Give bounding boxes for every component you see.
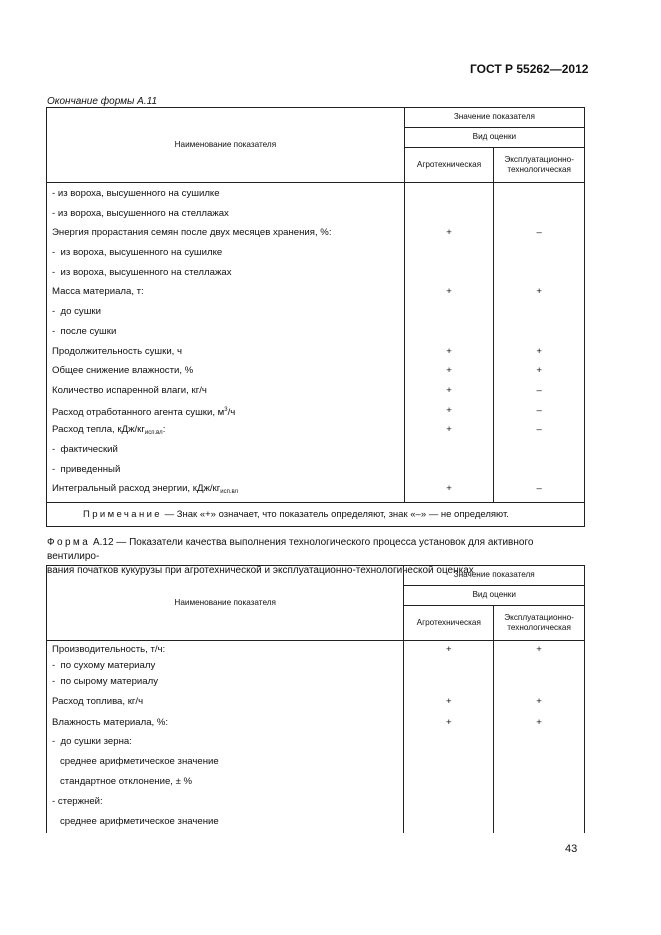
row-name	[52, 658, 403, 673]
col-header-value: Значение показателя	[404, 108, 584, 128]
row-name-text: - стержней:	[52, 796, 103, 807]
row-agro-mark: +	[446, 404, 452, 416]
row-expl-mark	[494, 673, 584, 690]
form-a12-table	[46, 565, 585, 833]
row-name-text: Расход топлива, кг/ч	[52, 696, 144, 707]
row-agro-mark: +	[446, 424, 452, 436]
row-expl-mark	[494, 322, 584, 342]
row-agro-mark: +	[445, 696, 452, 707]
row-name-text: Интегральный расход энергии, кДж/кг	[52, 483, 221, 495]
agro-column	[404, 641, 494, 833]
col-header-agro: Агротехническая	[404, 606, 494, 641]
row-name	[52, 772, 403, 792]
col-header-kind: Вид оценки	[404, 128, 584, 148]
row-name-tail: /ч	[227, 406, 236, 418]
row-name-text: среднее арифметическое значение	[52, 756, 219, 767]
row-agro-mark	[405, 322, 494, 342]
row-agro-mark: +	[446, 227, 452, 239]
row-agro-mark: +	[446, 286, 452, 298]
row-expl-mark	[494, 184, 584, 204]
row-name-text: Расход тепла, кДж/кг	[52, 424, 145, 436]
col-header-name: Наименование показателя	[47, 108, 405, 183]
form-a12-title-line2: вания початков кукурузы при агротехнической и эксплуатационно-технологической оценках	[47, 565, 474, 576]
col-header-agro: Агротехническая	[404, 148, 494, 183]
name-column	[47, 183, 405, 503]
row-name-subscript: исп.вл	[144, 430, 163, 437]
row-name-text: среднее арифметическое значение	[52, 816, 219, 827]
row-name-text: Масса материала, т:	[52, 286, 144, 298]
row-expl-mark	[494, 263, 584, 283]
note-label: Примечание	[83, 509, 162, 520]
row-agro-mark: +	[446, 365, 452, 377]
form-a11-table	[46, 107, 585, 527]
row-name-text: Расход отработанного агента сушки, м	[52, 406, 225, 418]
row-name-text: Продолжительность сушки, ч	[52, 345, 183, 357]
row-name	[52, 460, 404, 480]
form-a12-title-label: Форма	[47, 537, 91, 548]
row-expl-mark: +	[536, 644, 542, 655]
row-expl-mark	[494, 204, 584, 224]
row-name	[52, 440, 404, 460]
row-name-tail: :	[162, 424, 166, 436]
row-name-text: - до сушки зерна:	[52, 736, 132, 747]
page-number: 43	[565, 843, 578, 855]
col-header-expl-line2: технологическая	[507, 165, 571, 174]
row-agro-mark	[405, 263, 494, 283]
row-name	[52, 342, 404, 362]
row-name	[52, 401, 404, 421]
row-agro-mark	[404, 772, 493, 792]
row-expl-mark: –	[536, 404, 542, 416]
row-name-text: - из вороха, высушенного на сушилке	[52, 188, 220, 199]
row-name	[52, 361, 404, 381]
row-expl-mark	[494, 243, 584, 263]
row-name-text: - фактический	[52, 443, 118, 455]
row-name-text: Энергия прорастания семян после двух месяцев хранения, %:	[52, 227, 332, 239]
note-text: — Знак «+» означает, что показатель определяют, знак «–» — не определяют.	[162, 509, 509, 520]
expl-column	[494, 183, 585, 503]
row-name	[52, 792, 403, 812]
col-header-kind: Вид оценки	[404, 586, 585, 606]
row-expl-mark: +	[536, 365, 542, 377]
row-agro-mark	[405, 243, 494, 263]
row-name-text: - из вороха, высушенного на сушилке	[52, 247, 223, 259]
col-header-expl-line1: Эксплуатационно-	[504, 612, 574, 622]
row-agro-mark	[404, 752, 493, 772]
row-agro-mark	[404, 792, 493, 812]
row-expl-mark: +	[536, 696, 542, 707]
row-expl-mark: –	[536, 424, 542, 436]
col-header-expl	[494, 148, 585, 183]
row-name	[52, 184, 404, 204]
name-column	[47, 641, 404, 833]
row-name	[52, 690, 403, 713]
row-agro-mark	[404, 673, 493, 690]
row-expl-mark: +	[536, 286, 542, 298]
row-name	[52, 713, 403, 732]
col-header-expl-line1: Эксплуатационно-	[504, 154, 574, 164]
row-agro-mark	[405, 440, 494, 460]
row-name-superscript: 3	[224, 406, 228, 413]
row-name-subscript: исп.вл	[220, 489, 239, 496]
row-expl-mark	[494, 460, 584, 480]
col-header-expl-line2: технологическая	[507, 623, 571, 632]
row-name	[52, 302, 404, 322]
col-header-name: Наименование показателя	[47, 566, 404, 641]
row-agro-mark	[405, 460, 494, 480]
row-agro-mark	[404, 658, 493, 673]
row-name-text: стандартное отклонение, ± %	[52, 776, 193, 787]
row-name	[52, 223, 404, 243]
row-agro-mark: +	[445, 644, 452, 655]
row-name	[52, 479, 404, 499]
row-agro-mark	[404, 812, 493, 831]
form-a11-note	[47, 503, 585, 527]
row-expl-mark: +	[536, 717, 542, 728]
row-name	[52, 752, 403, 772]
agro-column	[404, 183, 494, 503]
row-agro-mark	[405, 184, 494, 204]
form-a11-caption: Окончание формы А.11	[47, 96, 158, 107]
row-name-text: - из вороха, высушенного на стеллажах	[52, 207, 229, 219]
row-name	[52, 381, 404, 401]
document-code: ГОСТ Р 55262—2012	[470, 62, 589, 76]
row-expl-mark	[494, 732, 584, 752]
row-expl-mark	[494, 772, 584, 792]
row-expl-mark	[494, 440, 584, 460]
row-agro-mark	[405, 204, 494, 224]
row-name	[52, 673, 403, 690]
row-expl-mark: –	[536, 483, 542, 495]
row-agro-mark: +	[445, 717, 452, 728]
row-name-text: Количество испаренной влаги, кг/ч	[52, 384, 207, 396]
row-expl-mark: +	[536, 345, 542, 357]
row-agro-mark: +	[446, 483, 452, 495]
row-agro-mark: +	[446, 345, 452, 357]
row-name-text: - по сухому материалу	[52, 660, 156, 671]
row-name-text: Влажность материала, %:	[52, 717, 169, 728]
row-name-text: Общее снижение влажности, %	[52, 365, 194, 377]
col-header-value: Значение показателя	[404, 566, 585, 586]
row-agro-mark	[404, 732, 493, 752]
row-name-text: Производительность, т/ч:	[52, 644, 166, 655]
row-name	[52, 263, 404, 283]
row-name	[52, 732, 403, 752]
row-expl-mark	[494, 752, 584, 772]
row-name	[52, 641, 403, 658]
row-name-text: - из вороха, высушенного на стеллажах	[52, 266, 232, 278]
row-agro-mark: +	[446, 384, 452, 396]
row-name	[52, 243, 404, 263]
expl-column	[494, 641, 585, 833]
row-name-text: - по сырому материалу	[52, 676, 159, 687]
row-expl-mark: –	[536, 384, 542, 396]
col-header-expl	[494, 606, 585, 641]
row-expl-mark	[494, 812, 584, 831]
row-expl-mark	[494, 792, 584, 812]
row-name-text: - после сушки	[52, 325, 117, 337]
row-name	[52, 322, 404, 342]
row-expl-mark	[494, 658, 584, 673]
row-name	[52, 420, 404, 440]
row-name	[52, 812, 403, 831]
form-a12-title-text: А.12 — Показатели качества выполнения технологического процесса установок для активного вентилиро-	[47, 537, 534, 562]
row-expl-mark	[494, 302, 584, 322]
row-name	[52, 282, 404, 302]
row-name-text: - до сушки	[52, 306, 101, 318]
row-name	[52, 204, 404, 224]
row-agro-mark	[405, 302, 494, 322]
row-expl-mark: –	[536, 227, 542, 239]
row-name-text: - приведенный	[52, 463, 121, 475]
